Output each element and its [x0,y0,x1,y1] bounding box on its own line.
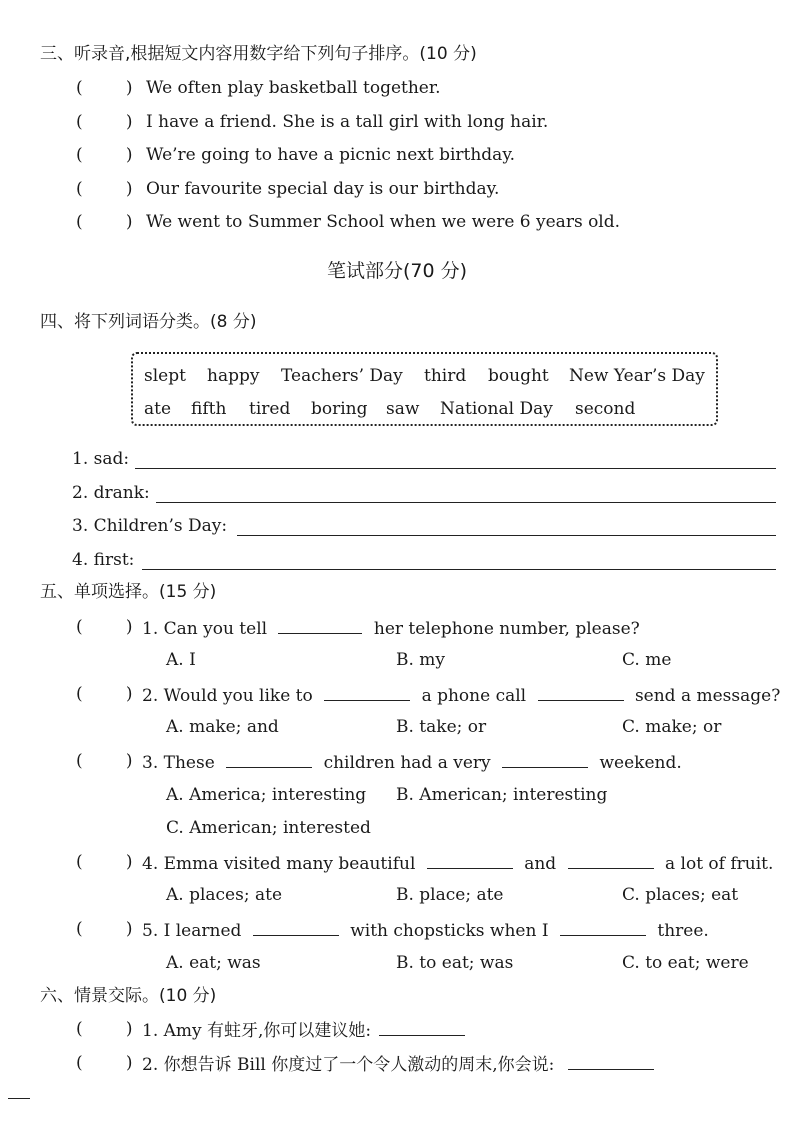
answer-paren[interactable]: ( ) [76,78,133,98]
answer-blank[interactable] [502,753,588,768]
word-box [131,352,718,426]
answer-line-1[interactable] [135,468,776,469]
listening-item-2: I have a friend. She is a tall girl with long hair. [146,112,549,132]
answer-paren[interactable]: ( ) [76,1053,133,1073]
classify-label-1: 1. sad: [72,449,130,469]
section-4-title: 四、将下列词语分类。(8 分) [40,312,257,332]
word: boring [311,399,368,419]
option-a: A. eat; was [166,953,261,973]
question-text: 3. These [142,753,215,773]
option-c: C. make; or [622,717,722,737]
classify-label-2: 2. drank: [72,483,150,503]
answer-blank[interactable] [538,686,624,701]
question-text: weekend. [599,753,682,773]
answer-paren[interactable]: ( ) [76,1019,133,1039]
answer-blank[interactable] [324,686,410,701]
written-part-title: 笔试部分(70 分) [326,260,468,282]
option-b: B. to eat; was [396,953,514,973]
page-edge-mark [8,1098,30,1099]
situation-question-1 [142,1021,465,1040]
situation-question-2 [142,1055,654,1074]
question-text: 2. Would you like to [142,686,313,706]
question-text: send a message? [634,686,781,706]
word: saw [386,399,420,419]
question-1 [142,619,640,638]
answer-paren[interactable]: ( ) [76,852,133,872]
question-2 [142,686,780,705]
section-6-title: 六、情景交际。(10 分) [40,986,217,1006]
answer-paren[interactable]: ( ) [76,919,133,939]
listening-item-4: Our favourite special day is our birthday. [146,179,500,199]
question-text: with chopsticks when I [350,921,549,941]
word: slept [144,366,186,386]
answer-paren[interactable]: ( ) [76,145,133,165]
word: third [424,366,467,386]
word: New Year’s Day [569,366,705,386]
section-3-title: 三、听录音,根据短文内容用数字给下列句子排序。(10 分) [40,44,477,64]
answer-line-4[interactable] [142,569,776,570]
option-a: A. places; ate [166,885,283,905]
question-text: 1. Can you tell [142,619,268,639]
option-a: A. make; and [166,717,279,737]
answer-paren[interactable]: ( ) [76,751,133,771]
listening-item-5: We went to Summer School when we were 6 years old. [146,212,621,232]
classify-label-3: 3. Children’s Day: [72,516,228,536]
word: happy [207,366,260,386]
option-c: C. American; interested [166,818,371,838]
answer-blank[interactable] [560,921,646,936]
question-text: a phone call [421,686,527,706]
answer-paren[interactable]: ( ) [76,617,133,637]
question-5 [142,921,709,940]
question-4 [142,854,773,873]
option-a: A. I [166,650,196,670]
question-3 [142,753,682,772]
word: Teachers’ Day [281,366,403,386]
answer-line-3[interactable] [237,535,776,536]
classify-label-4: 4. first: [72,550,135,570]
answer-blank[interactable] [253,921,339,936]
word: National Day [440,399,553,419]
question-text: 1. Amy 有蛀牙,你可以建议她: [142,1021,372,1041]
word: bought [488,366,549,386]
option-b: B. American; interesting [396,785,608,805]
word: tired [249,399,291,419]
answer-line-2[interactable] [156,502,776,503]
question-text: a lot of fruit. [664,854,774,874]
word: fifth [191,399,227,419]
listening-item-1: We often play basketball together. [146,78,441,98]
question-text: 4. Emma visited many beautiful [142,854,416,874]
answer-blank[interactable] [568,854,654,869]
option-c: C. me [622,650,672,670]
question-text: 2. 你想告诉 Bill 你度过了一个令人激动的周末,你会说: [142,1055,555,1075]
answer-blank[interactable] [568,1055,654,1070]
answer-paren[interactable]: ( ) [76,112,133,132]
word: ate [144,399,172,419]
answer-blank[interactable] [226,753,312,768]
question-text: children had a very [323,753,491,773]
answer-blank[interactable] [278,619,362,634]
answer-paren[interactable]: ( ) [76,212,133,232]
answer-paren[interactable]: ( ) [76,684,133,704]
listening-item-3: We’re going to have a picnic next birthday. [146,145,516,165]
answer-blank[interactable] [427,854,513,869]
answer-blank[interactable] [379,1021,465,1036]
word: second [575,399,636,419]
option-b: B. place; ate [396,885,504,905]
option-b: B. take; or [396,717,487,737]
section-5-title: 五、单项选择。(15 分) [40,582,217,602]
option-a: A. America; interesting [166,785,367,805]
question-text: and [524,854,557,874]
question-text: three. [657,921,709,941]
question-text: 5. I learned [142,921,242,941]
option-c: C. to eat; were [622,953,749,973]
option-c: C. places; eat [622,885,739,905]
answer-paren[interactable]: ( ) [76,179,133,199]
option-b: B. my [396,650,446,670]
question-text: her telephone number, please? [373,619,640,639]
